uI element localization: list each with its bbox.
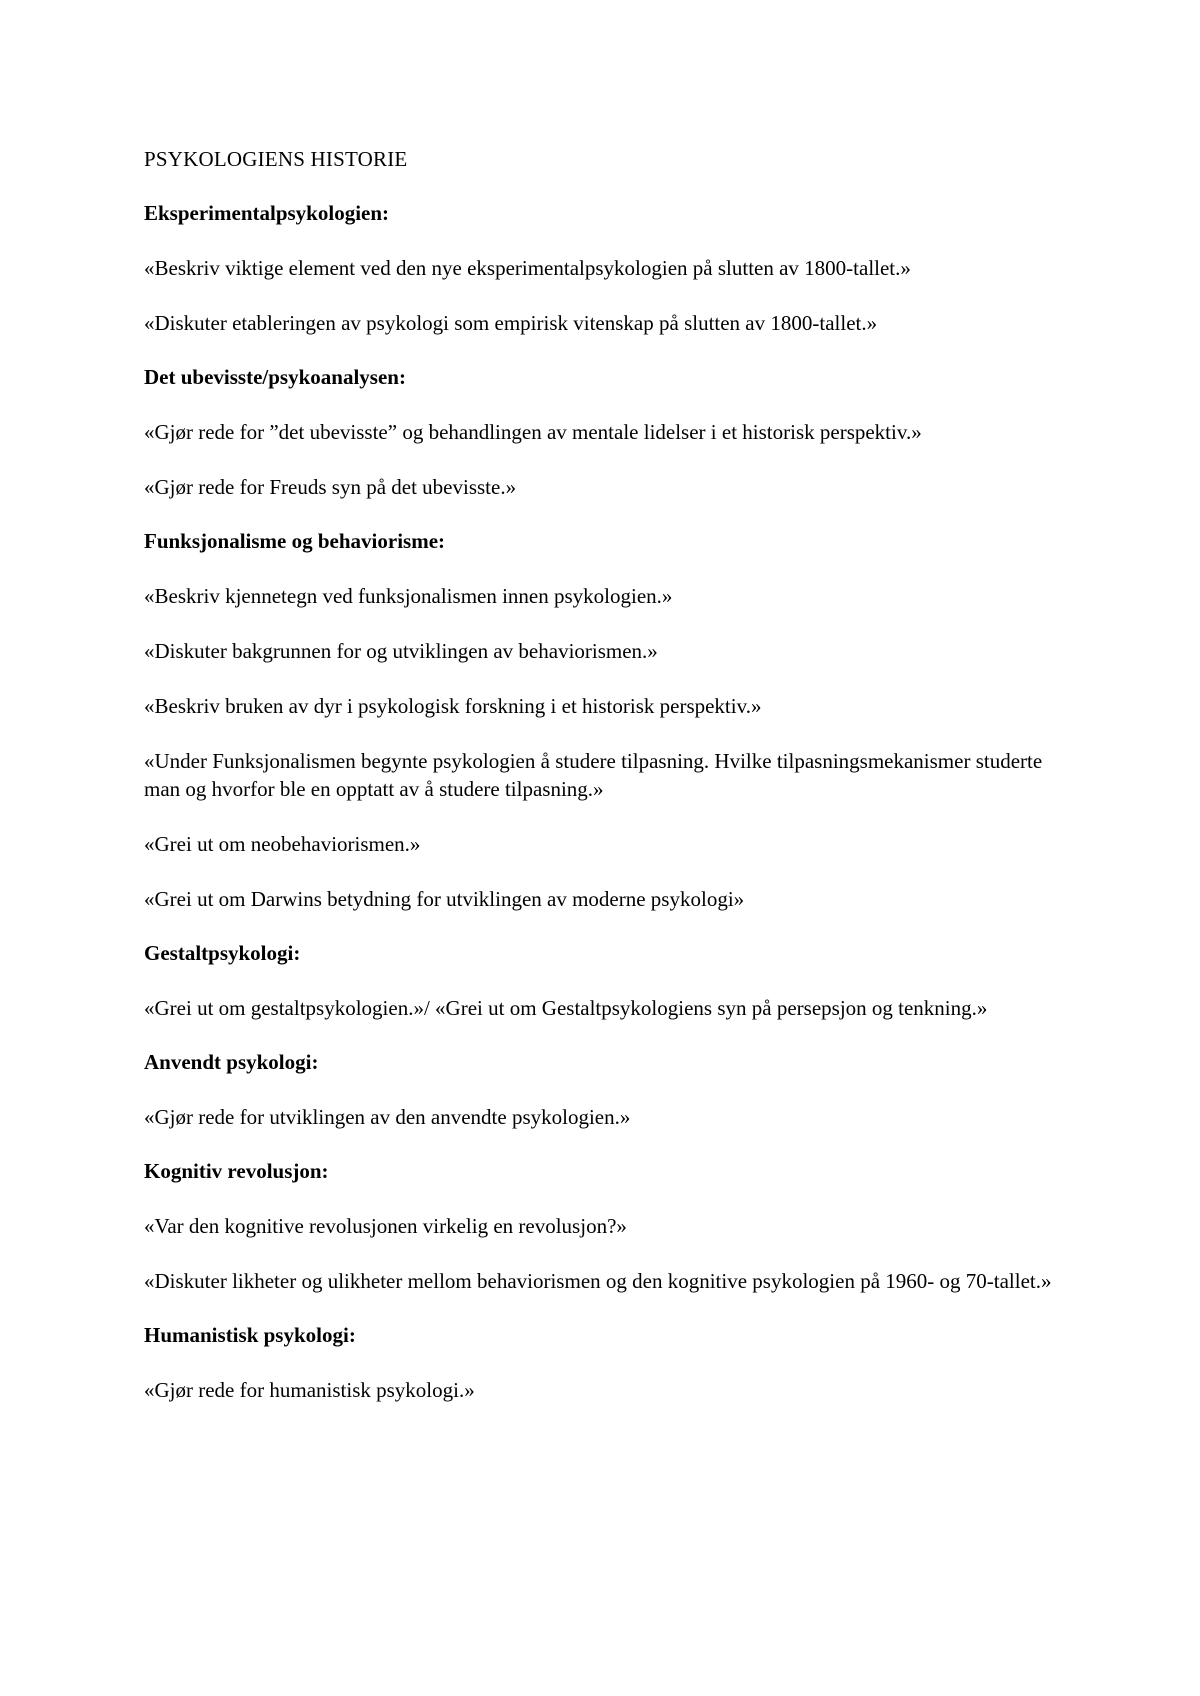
section-heading-det-ubevisste: Det ubevisste/psykoanalysen: [144, 365, 406, 389]
question-item: «Diskuter bakgrunnen for og utviklingen av behaviorismen.» [144, 639, 658, 663]
document-body [144, 146, 1064, 1431]
section-heading-funksjonalisme-og-behaviorisme: Funksjonalisme og behaviorisme: [144, 529, 446, 553]
section-heading-kognitiv-revolusjon: Kognitiv revolusjon: [144, 1159, 329, 1183]
question-item: «Gjør rede for humanistisk psykologi.» [144, 1378, 475, 1402]
section-heading-anvendt-psykologi: Anvendt psykologi: [144, 1050, 319, 1074]
question-item: «Grei ut om Darwins betydning for utviklingen av moderne psykologi» [144, 887, 745, 911]
question-item: «Var den kognitive revolusjonen virkelig en revolusjon?» [144, 1214, 627, 1238]
question-item: «Gjør rede for Freuds syn på det ubevisste.» [144, 475, 517, 499]
question-item: «Diskuter likheter og ulikheter mellom behaviorismen og den kognitive psykologien på 1960- og 70-tallet.» [144, 1269, 1052, 1293]
section-heading-humanistisk-psykologi: Humanistisk psykologi: [144, 1323, 356, 1347]
question-item: «Diskuter etableringen av psykologi som empirisk vitenskap på slutten av 1800-tallet.» [144, 311, 878, 335]
question-item: «Beskriv bruken av dyr i psykologisk forskning i et historisk perspektiv.» [144, 694, 762, 718]
question-item: «Beskriv viktige element ved den nye eksperimentalpsykologien på slutten av 1800-tallet.» [144, 256, 911, 280]
section-heading-eksperimentalpsykologien: Eksperimentalpsykologien: [144, 201, 390, 225]
question-item: «Gjør rede for utviklingen av den anvendte psykologien.» [144, 1105, 631, 1129]
question-item: «Under Funksjonalismen begynte psykologien å studere tilpasning. Hvilke tilpasningsmekanismer studerte man og hvorfor ble en opptatt av å studere tilpasning.» [144, 749, 1043, 801]
question-item: «Beskriv kjennetegn ved funksjonalismen innen psykologien.» [144, 584, 673, 608]
question-item: «Gjør rede for ”det ubevisste” og behandlingen av mentale lidelser i et historisk perspektiv.» [144, 420, 922, 444]
question-item: «Grei ut om gestaltpsykologien.»/ «Grei ut om Gestaltpsykologiens syn på persepsjon og tenkning.» [144, 996, 988, 1020]
document-title: PSYKOLOGIENS HISTORIE [144, 147, 408, 171]
section-heading-gestaltpsykologi: Gestaltpsykologi: [144, 941, 301, 965]
question-item: «Grei ut om neobehaviorismen.» [144, 832, 421, 856]
